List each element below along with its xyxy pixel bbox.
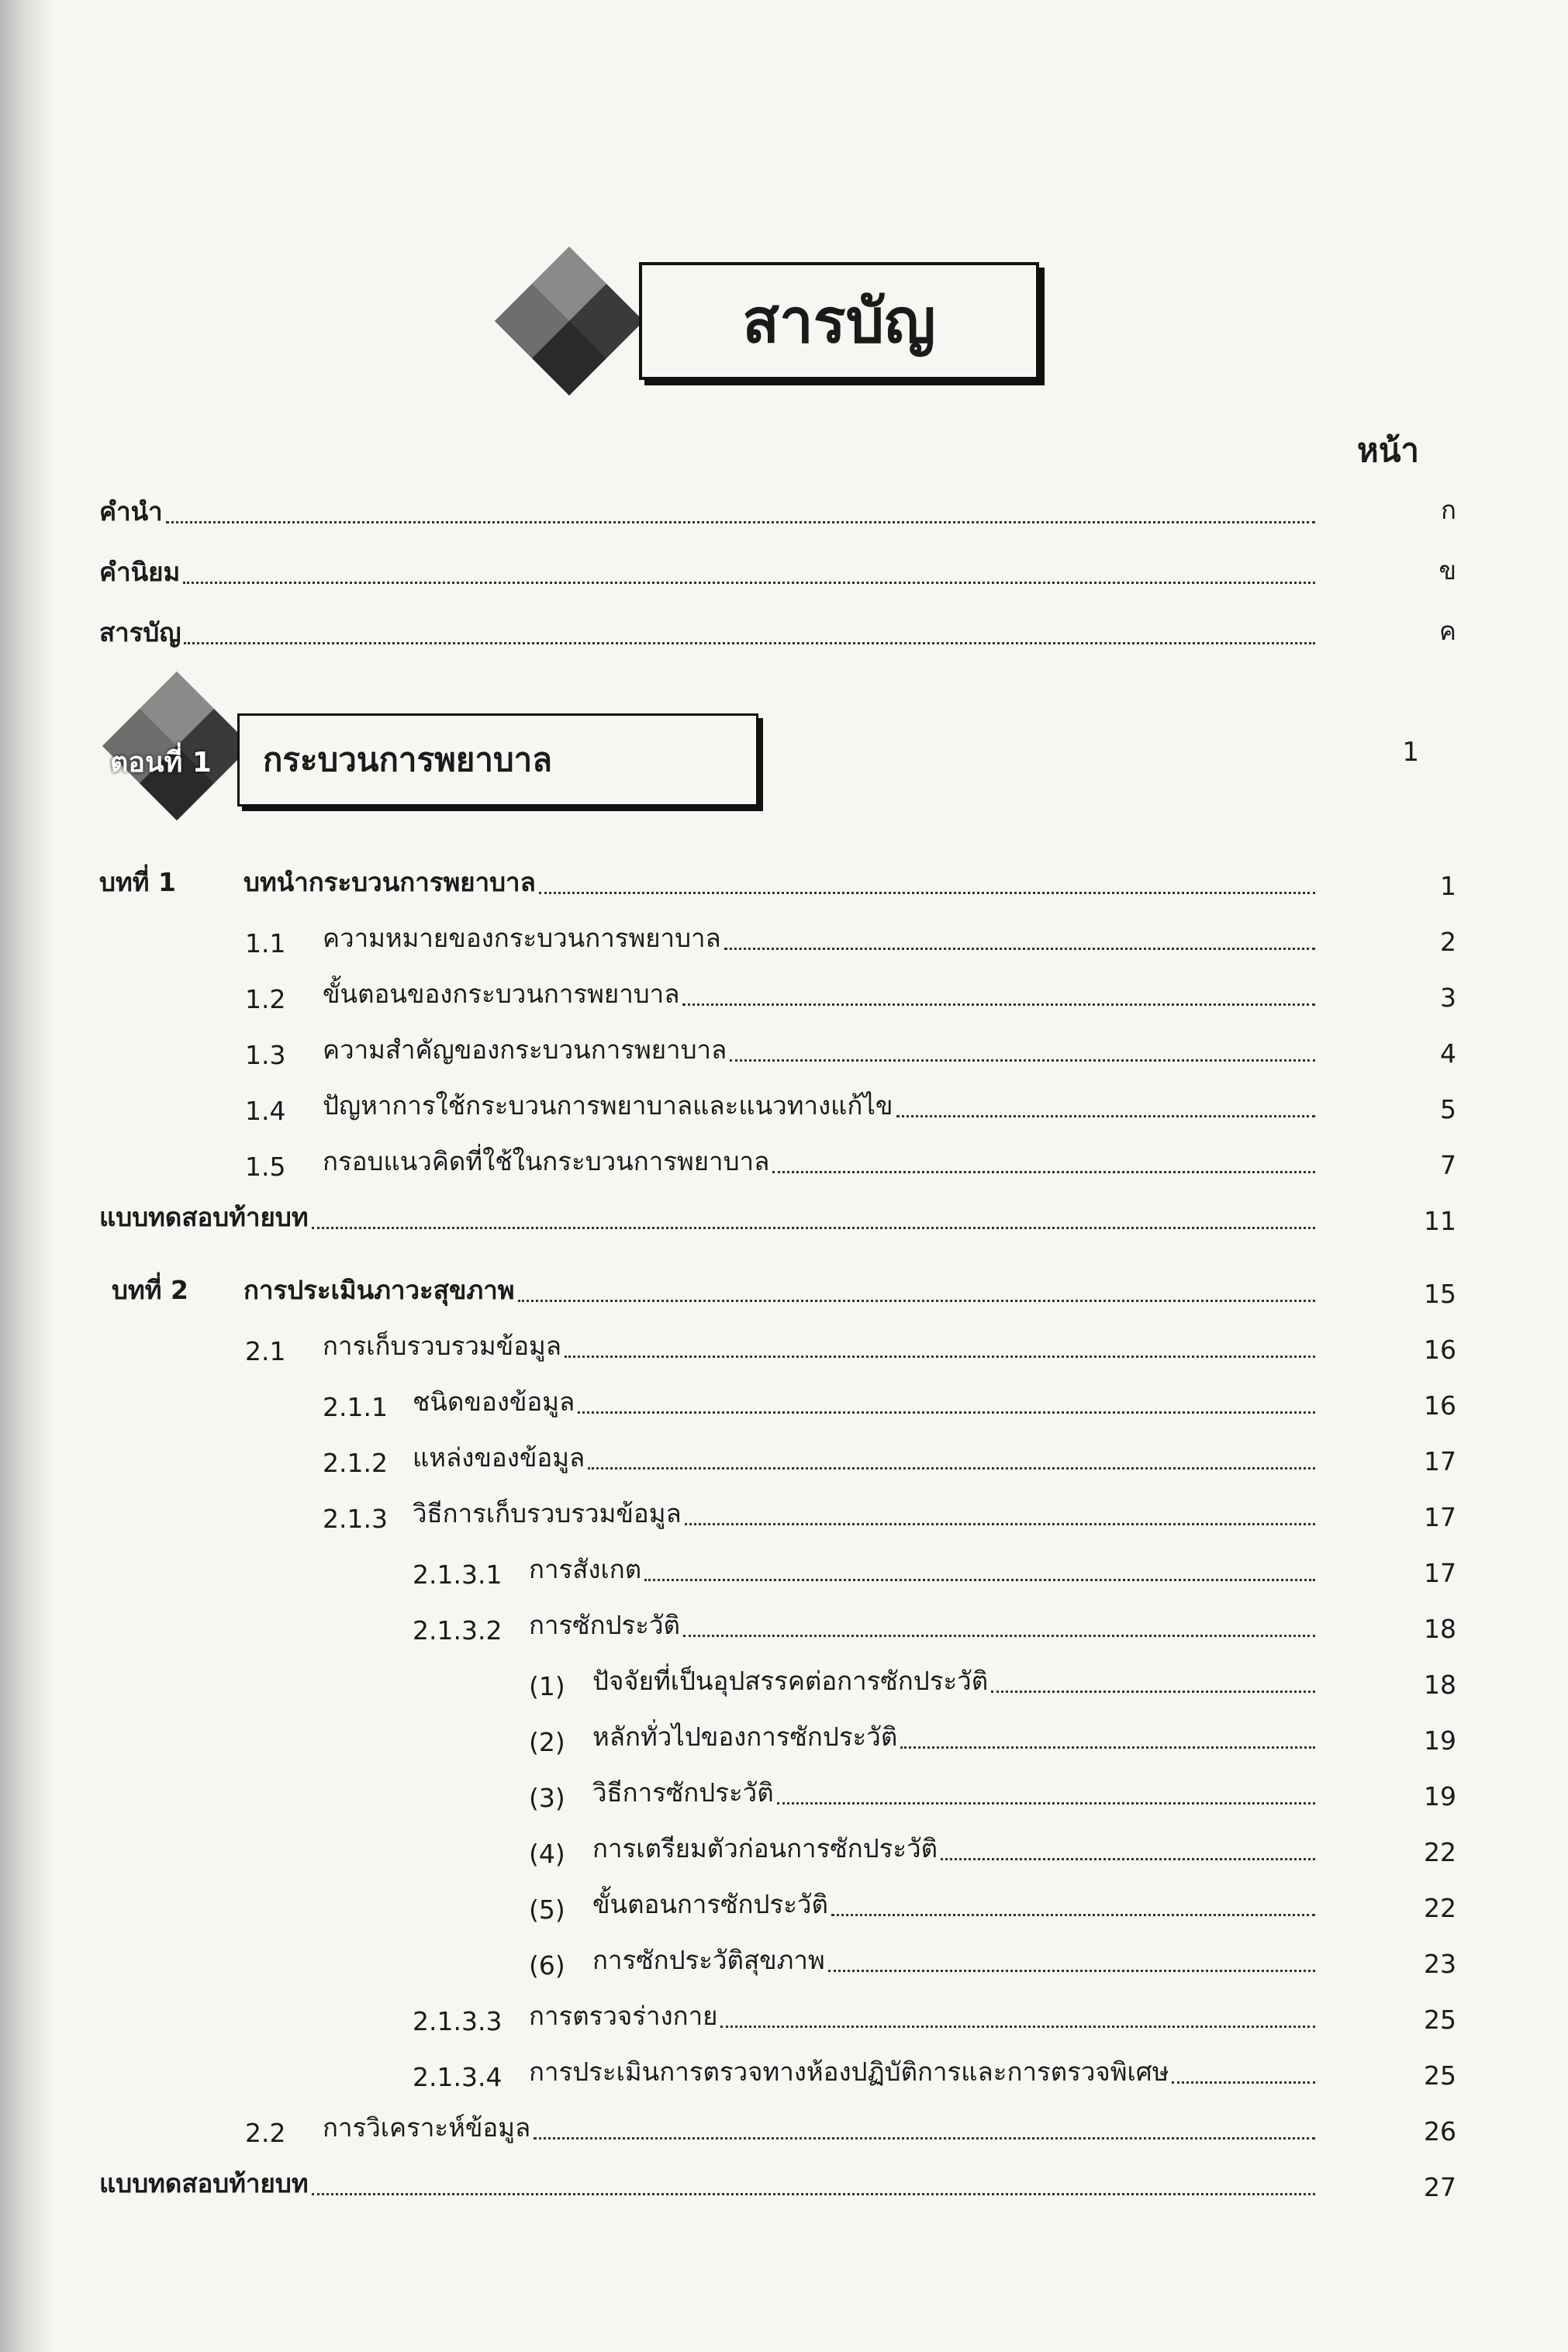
leader-dots	[184, 642, 1315, 644]
leader-dots	[683, 1635, 1315, 1637]
toc-entry: (2) หลักทั่วไปของการซักประวัติ 19	[529, 1722, 1456, 1757]
leader-dots	[831, 1914, 1315, 1916]
leader-dots	[166, 521, 1315, 523]
page-edge-shadow	[0, 0, 54, 2352]
leader-dots	[991, 1691, 1315, 1693]
toc-entry: 2.2 การวิเคราะห์ข้อมูล 26	[245, 2112, 1456, 2148]
toc-entry: 1.1 ความหมายของกระบวนการพยาบาล 2	[245, 923, 1456, 958]
part-title-frame	[237, 713, 758, 806]
toc-entry: 1.4 ปัญหาการใช้กระบวนการพยาบาลและแนวทางแก้ไข 5	[245, 1090, 1456, 1126]
toc-entry: 2.1.1 ชนิดของข้อมูล 16	[323, 1387, 1456, 1422]
toc-entry: (1) ปัจจัยที่เป็นอุปสรรคต่อการซักประวัติ 18	[529, 1666, 1456, 1701]
toc-front-row: คำนำ ก	[99, 495, 1456, 527]
leader-dots	[828, 1970, 1315, 1972]
toc-entry: แบบทดสอบท้ายบท 11	[99, 1202, 1456, 1236]
part-label: ตอนที่ 1	[110, 747, 212, 779]
leader-dots	[1172, 2081, 1315, 2084]
toc-entry: 1.3 ความสำคัญของกระบวนการพยาบาล 4	[245, 1034, 1456, 1070]
leader-dots	[539, 892, 1315, 894]
leader-dots	[685, 1523, 1315, 1525]
leader-dots	[682, 1003, 1315, 1006]
leader-dots	[312, 1227, 1315, 1229]
diamond-ornament-icon	[493, 245, 645, 397]
toc-entry: (3) วิธีการซักประวัติ 19	[529, 1777, 1456, 1813]
leader-dots	[312, 2193, 1315, 2195]
page-title: สารบัญ	[742, 286, 936, 357]
leader-dots	[730, 1059, 1315, 1062]
leader-dots	[777, 1802, 1315, 1805]
toc-front-row: สารบัญ ค	[99, 616, 1456, 648]
toc-entry: บทที่ 2 การประเมินภาวะสุขภาพ 15	[112, 1275, 1456, 1309]
leader-dots	[900, 1746, 1315, 1749]
part-title: กระบวนการพยาบาล	[263, 741, 552, 779]
toc-front-row: คำนิยม ข	[99, 555, 1456, 587]
toc-entry: 2.1.3.2 การซักประวัติ 18	[413, 1610, 1456, 1646]
leader-dots	[588, 1467, 1315, 1470]
toc-entry: 1.5 กรอบแนวคิดที่ใช้ในกระบวนการพยาบาล 7	[245, 1146, 1456, 1182]
leader-dots	[518, 1300, 1316, 1302]
leader-dots	[941, 1858, 1315, 1860]
leader-dots	[183, 582, 1315, 584]
toc-entry: (6) การซักประวัติสุขภาพ 23	[529, 1945, 1456, 1981]
toc-entry: (5) ขั้นตอนการซักประวัติ 22	[529, 1889, 1456, 1925]
toc-entry: 2.1.2 แหล่งของข้อมูล 17	[323, 1442, 1456, 1478]
page-column-header: หน้า	[1357, 431, 1419, 469]
toc-entry: (4) การเตรียมตัวก่อนการซักประวัติ 22	[529, 1833, 1456, 1869]
leader-dots	[534, 2137, 1315, 2140]
leader-dots	[644, 1579, 1315, 1581]
toc-entry: 2.1.3 วิธีการเก็บรวบรวมข้อมูล 17	[323, 1498, 1456, 1534]
toc-entry: 1.2 ขั้นตอนของกระบวนการพยาบาล 3	[245, 979, 1456, 1014]
toc-entry: บทที่ 1 บทนำกระบวนการพยาบาล 1	[99, 867, 1456, 901]
leader-dots	[772, 1171, 1315, 1173]
leader-dots	[896, 1115, 1316, 1117]
toc-entry: 2.1.3.3 การตรวจร่างกาย 25	[413, 2001, 1456, 2036]
toc-entry: 2.1 การเก็บรวบรวมข้อมูล 16	[245, 1331, 1456, 1366]
part-page: 1	[1402, 737, 1419, 768]
toc-entry: 2.1.3.4 การประเมินการตรวจทางห้องปฏิบัติการและการตรวจพิเศษ 25	[413, 2057, 1456, 2092]
toc-entry: แบบทดสอบท้ายบท 27	[99, 2168, 1456, 2202]
leader-dots	[720, 2026, 1315, 2028]
leader-dots	[724, 948, 1315, 950]
leader-dots	[578, 1411, 1315, 1414]
toc-title-frame	[639, 262, 1039, 380]
toc-entry: 2.1.3.1 การสังเกต 17	[413, 1554, 1456, 1590]
leader-dots	[565, 1356, 1315, 1358]
